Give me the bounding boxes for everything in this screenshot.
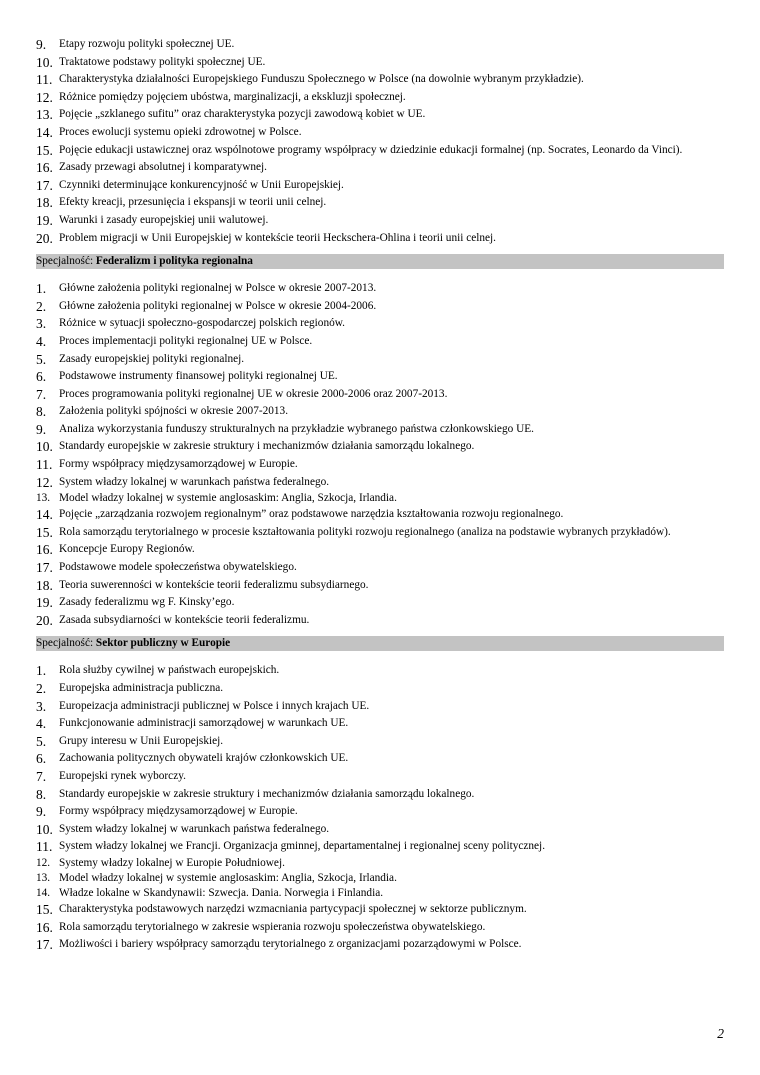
list-item bbox=[36, 333, 724, 351]
list-item bbox=[36, 612, 724, 630]
item-text: Zasady europejskiej polityki regionalnej. bbox=[59, 352, 245, 365]
item-text: Podstawowe modele społeczeństwa obywatelskiego. bbox=[59, 561, 297, 574]
list-item bbox=[36, 351, 724, 369]
item-number: 12. bbox=[36, 474, 53, 490]
item-number: 17. bbox=[36, 560, 53, 576]
item-text: Europejska administracja publiczna. bbox=[59, 682, 224, 694]
list-item bbox=[36, 194, 724, 212]
item-text: Możliwości i bariery współpracy samorządu terytorialnego z organizacjami pozarządowymi w Polsce. bbox=[59, 938, 522, 951]
item-text: Zachowania politycznych obywateli krajów członkowskich UE. bbox=[59, 752, 349, 765]
item-number: 7. bbox=[36, 386, 47, 402]
list-item bbox=[36, 298, 724, 316]
item-number: 5. bbox=[36, 733, 47, 749]
list-item bbox=[36, 368, 724, 386]
item-number: 10. bbox=[36, 54, 53, 70]
item-number: 12. bbox=[36, 856, 51, 869]
list-sektor bbox=[36, 662, 724, 953]
list-item bbox=[36, 159, 724, 177]
list-item bbox=[36, 856, 724, 871]
section-title: Sektor publiczny w Europie bbox=[95, 637, 231, 650]
item-number: 15. bbox=[36, 142, 53, 158]
item-number: 16. bbox=[36, 160, 53, 176]
item-number: 19. bbox=[36, 595, 53, 611]
item-number: 9. bbox=[36, 421, 47, 437]
item-number: 14. bbox=[36, 124, 53, 140]
item-number: 3. bbox=[36, 698, 47, 714]
item-text: System władzy lokalnej w warunkach państwa federalnego. bbox=[59, 475, 330, 488]
item-number: 15. bbox=[36, 901, 53, 917]
item-text: Pojęcie „szklanego sufitu” oraz charakterystyka pozycji zawodową kobiet w UE. bbox=[59, 108, 426, 121]
item-text: Analiza wykorzystania funduszy strukturalnych na przykładzie wybranego państwa członkowskiego UE. bbox=[59, 422, 534, 435]
section-label: Specjalność: bbox=[36, 637, 96, 650]
item-text: Różnice w sytuacji społeczno-gospodarczej polskich regionów. bbox=[59, 317, 345, 330]
item-text: Model władzy lokalnej w systemie anglosaskim: Anglia, Szkocja, Irlandia. bbox=[59, 871, 397, 884]
list-top bbox=[36, 36, 724, 247]
item-number: 8. bbox=[36, 404, 47, 420]
item-number: 14. bbox=[36, 886, 51, 899]
list-item bbox=[36, 594, 724, 612]
section-label: Specjalność: bbox=[36, 255, 96, 268]
item-text: Pojęcie edukacji ustawicznej oraz wspólnotowe programy współpracy w dziedzinie edukacji formalnej (np. Socrates, Leonardo da Vinci). bbox=[59, 143, 683, 156]
item-text: Proces programowania polityki regionalnej UE w okresie 2000-2006 oraz 2007-2013. bbox=[59, 387, 448, 400]
item-text: Charakterystyka działalności Europejskiego Funduszu Społecznego w Polsce (na dowolnie wybranym przykładzie). bbox=[59, 73, 584, 86]
list-item bbox=[36, 901, 724, 919]
list-item bbox=[36, 886, 724, 901]
item-number: 2. bbox=[36, 298, 47, 314]
list-item bbox=[36, 456, 724, 474]
item-number: 20. bbox=[36, 230, 53, 246]
list-item bbox=[36, 36, 724, 54]
item-text: Czynniki determinujące konkurencyjność w Unii Europejskiej. bbox=[59, 178, 344, 191]
list-item bbox=[36, 559, 724, 577]
list-item bbox=[36, 871, 724, 886]
item-text: Rola służby cywilnej w państwach europejskich. bbox=[59, 664, 280, 677]
item-number: 16. bbox=[36, 919, 53, 935]
list-item bbox=[36, 71, 724, 89]
item-text: Główne założenia polityki regionalnej w Polsce w okresie 2007-2013. bbox=[59, 282, 377, 295]
item-text: Teoria suwerenności w kontekście teorii federalizmu subsydiarnego. bbox=[59, 578, 369, 591]
item-number: 1. bbox=[36, 663, 47, 679]
list-item bbox=[36, 750, 724, 768]
item-text: Zasady federalizmu wg F. Kinsky’ego. bbox=[59, 596, 235, 609]
item-text: Zasada subsydiarności w kontekście teorii federalizmu. bbox=[59, 613, 310, 626]
item-number: 10. bbox=[36, 821, 53, 837]
item-text: Formy współpracy międzysamorządowej w Europie. bbox=[59, 805, 298, 818]
item-number: 6. bbox=[36, 369, 47, 385]
list-item bbox=[36, 768, 724, 786]
item-number: 13. bbox=[36, 492, 51, 505]
item-text: Funkcjonowanie administracji samorządowej w warunkach UE. bbox=[59, 717, 349, 730]
item-text: System władzy lokalnej w warunkach państwa federalnego. bbox=[59, 822, 330, 835]
list-item bbox=[36, 403, 724, 421]
item-text: Władze lokalne w Skandynawii: Szwecja. Dania. Norwegia i Finlandia. bbox=[59, 886, 384, 899]
list-item bbox=[36, 474, 724, 492]
list-item bbox=[36, 936, 724, 954]
list-item bbox=[36, 733, 724, 751]
list-item bbox=[36, 786, 724, 804]
item-number: 13. bbox=[36, 107, 53, 123]
item-text: Model władzy lokalnej w systemie anglosaskim: Anglia, Szkocja, Irlandia. bbox=[59, 492, 397, 505]
item-text: Problem migracji w Unii Europejskiej w kontekście teorii Heckschera-Ohlina i teorii unii celnej. bbox=[59, 231, 496, 244]
item-number: 9. bbox=[36, 804, 47, 820]
item-number: 6. bbox=[36, 751, 47, 767]
page-number: 2 bbox=[717, 1026, 724, 1041]
section-header-sektor bbox=[36, 636, 724, 651]
list-item bbox=[36, 124, 724, 142]
list-item bbox=[36, 386, 724, 404]
item-text: Różnice pomiędzy pojęciem ubóstwa, marginalizacji, a ekskluzji społecznej. bbox=[59, 90, 406, 103]
list-item bbox=[36, 315, 724, 333]
item-text: Standardy europejskie w zakresie struktury i mechanizmów działania samorządu lokalnego. bbox=[59, 787, 475, 800]
list-item bbox=[36, 838, 724, 856]
list-item bbox=[36, 491, 724, 506]
item-text: Traktatowe podstawy polityki społecznej UE. bbox=[59, 55, 266, 68]
item-number: 9. bbox=[36, 37, 47, 52]
item-text: Efekty kreacji, przesunięcia i ekspansji w teorii unii celnej. bbox=[59, 196, 327, 209]
list-item bbox=[36, 438, 724, 456]
item-text: Warunki i zasady europejskiej unii walutowej. bbox=[59, 213, 269, 226]
item-text: Grupy interesu w Unii Europejskiej. bbox=[59, 734, 224, 747]
list-item bbox=[36, 280, 724, 298]
item-number: 8. bbox=[36, 786, 47, 802]
list-item bbox=[36, 919, 724, 937]
list-item bbox=[36, 541, 724, 559]
item-text: Koncepcje Europy Regionów. bbox=[59, 543, 195, 556]
item-number: 19. bbox=[36, 212, 53, 228]
item-text: Rola samorządu terytorialnego w procesie kształtowania polityki rozwoju regionalnego (analiza na podstawie wybranych przykładów). bbox=[59, 525, 671, 538]
item-number: 4. bbox=[36, 333, 47, 349]
list-item bbox=[36, 89, 724, 107]
item-number: 1. bbox=[36, 281, 47, 297]
item-text: Charakterystyka podstawowych narzędzi wzmacniania partycypacji społecznej w sektorze publicznym. bbox=[59, 902, 527, 915]
list-item bbox=[36, 142, 724, 160]
item-text: Europejski rynek wyborczy. bbox=[59, 769, 186, 782]
item-number: 11. bbox=[36, 839, 53, 855]
list-item bbox=[36, 230, 724, 248]
section-title: Federalizm i polityka regionalna bbox=[95, 255, 253, 268]
item-text: Formy współpracy międzysamorządowej w Europie. bbox=[59, 458, 298, 471]
document-page bbox=[36, 36, 724, 954]
item-number: 13. bbox=[36, 871, 51, 884]
item-number: 18. bbox=[36, 195, 53, 211]
list-item bbox=[36, 524, 724, 542]
item-number: 11. bbox=[36, 457, 53, 473]
list-item bbox=[36, 54, 724, 72]
list-item bbox=[36, 803, 724, 821]
item-number: 15. bbox=[36, 524, 53, 540]
list-item bbox=[36, 715, 724, 733]
item-text: Proces ewolucji systemu opieki zdrowotnej w Polsce. bbox=[59, 125, 302, 138]
item-number: 5. bbox=[36, 351, 47, 367]
item-text: Założenia polityki spójności w okresie 2007-2013. bbox=[59, 405, 289, 418]
list-item bbox=[36, 680, 724, 698]
item-number: 17. bbox=[36, 937, 53, 953]
list-item bbox=[36, 577, 724, 595]
item-text: Pojęcie „zarządzania rozwojem regionalnym” oraz podstawowe narzędzia kształtowania rozwoju regionalnego. bbox=[59, 508, 564, 521]
item-number: 12. bbox=[36, 89, 53, 105]
item-number: 16. bbox=[36, 542, 53, 558]
list-federalizm bbox=[36, 280, 724, 629]
item-text: Systemy władzy lokalnej w Europie Południowej. bbox=[59, 856, 285, 869]
item-text: Proces implementacji polityki regionalnej UE w Polsce. bbox=[59, 334, 313, 347]
item-number: 10. bbox=[36, 439, 53, 455]
item-number: 4. bbox=[36, 716, 47, 732]
item-text: Podstawowe instrumenty finansowej polityki regionalnej UE. bbox=[59, 370, 338, 383]
item-text: Standardy europejskie w zakresie struktury i mechanizmów działania samorządu lokalnego. bbox=[59, 440, 475, 453]
item-text: Etapy rozwoju polityki społecznej UE. bbox=[59, 38, 235, 50]
item-number: 3. bbox=[36, 316, 47, 332]
item-number: 20. bbox=[36, 612, 53, 628]
list-item bbox=[36, 662, 724, 680]
list-item bbox=[36, 421, 724, 439]
item-text: Europeizacja administracji publicznej w Polsce i innych krajach UE. bbox=[59, 699, 370, 712]
list-item bbox=[36, 821, 724, 839]
item-text: System władzy lokalnej we Francji. Organizacja gminnej, departamentalnej i regionalnej sceny politycznej. bbox=[59, 840, 546, 853]
item-number: 2. bbox=[36, 681, 47, 696]
item-text: Główne założenia polityki regionalnej w Polsce w okresie 2004-2006. bbox=[59, 299, 377, 312]
list-item bbox=[36, 506, 724, 524]
list-item bbox=[36, 106, 724, 124]
list-item bbox=[36, 698, 724, 716]
item-text: Zasady przewagi absolutnej i komparatywnej. bbox=[59, 161, 267, 174]
list-item bbox=[36, 177, 724, 195]
section-header-federalizm bbox=[36, 254, 724, 269]
item-number: 17. bbox=[36, 177, 53, 193]
item-number: 7. bbox=[36, 768, 47, 784]
item-number: 11. bbox=[36, 72, 53, 88]
item-number: 14. bbox=[36, 507, 53, 523]
list-item bbox=[36, 212, 724, 230]
item-number: 18. bbox=[36, 577, 53, 593]
item-text: Rola samorządu terytorialnego w zakresie wspierania rozwoju społeczeństwa obywatelskiego. bbox=[59, 920, 486, 933]
